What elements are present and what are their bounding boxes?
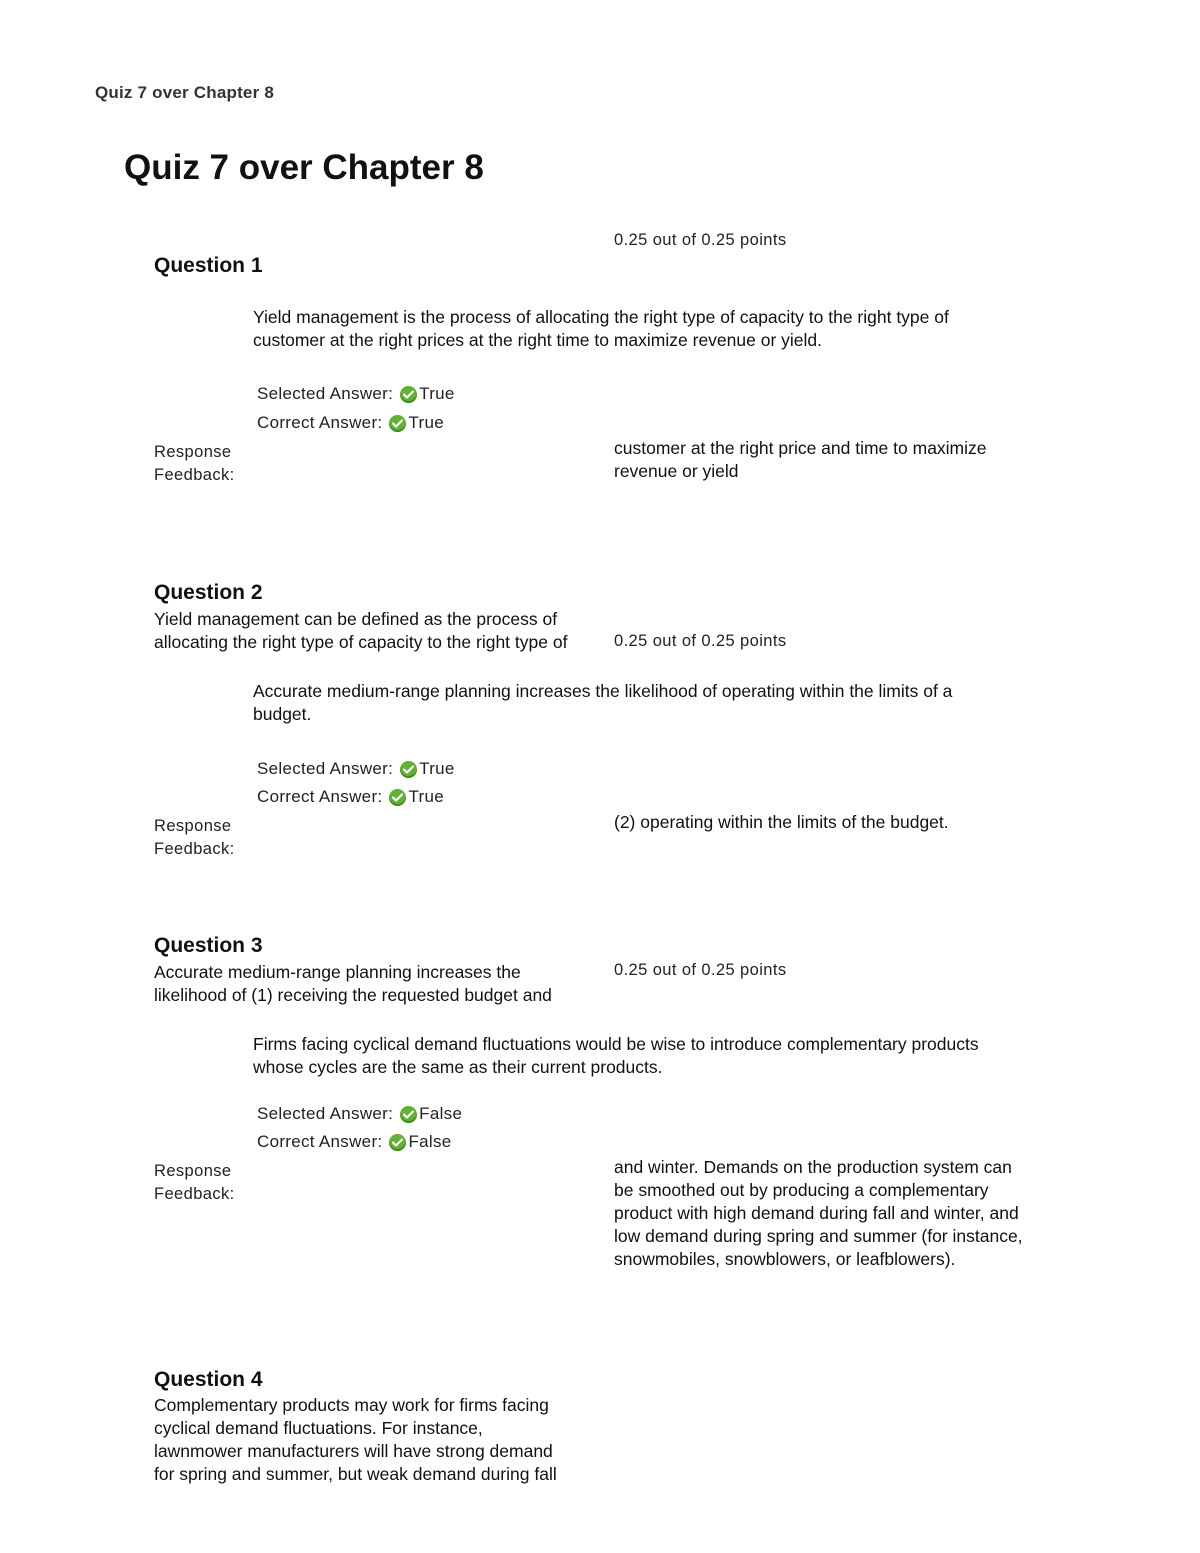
question-1-feedback [614, 437, 987, 483]
question-4-intro [154, 1394, 557, 1486]
question-3-text-line: Firms facing cyclical demand fluctuations would be wise to introduce complementary products [253, 1034, 979, 1054]
question-2-text [253, 680, 952, 726]
question-1-title: Question 1 [154, 254, 263, 277]
question-2-title: Question 2 [154, 581, 263, 604]
feedback-line: be smoothed out by producing a complementary [614, 1180, 989, 1200]
intro-line: allocating the right type of capacity to the right type of [154, 632, 568, 652]
running-header: Quiz 7 over Chapter 8 [95, 83, 274, 102]
selected-answer-value: True [419, 384, 455, 403]
check-icon [400, 761, 417, 778]
feedback-line: snowmobiles, snowblowers, or leafblowers). [614, 1249, 956, 1269]
feedback-line: low demand during spring and summer (for instance, [614, 1226, 1023, 1246]
correct-answer-label: Correct Answer: [257, 1132, 383, 1151]
question-2-intro [154, 608, 567, 654]
check-icon [389, 1134, 406, 1151]
question-1-points: 0.25 out of 0.25 points [614, 231, 787, 249]
question-2-feedback [614, 811, 949, 834]
feedback-line: revenue or yield [614, 461, 739, 481]
question-3-intro [154, 961, 552, 1007]
page-title: Quiz 7 over Chapter 8 [124, 148, 484, 187]
correct-answer-label: Correct Answer: [257, 787, 383, 806]
question-1-correct-answer [257, 413, 444, 433]
question-2-points: 0.25 out of 0.25 points [614, 632, 787, 650]
question-2-response-feedback-label [154, 815, 235, 861]
check-icon [389, 415, 406, 432]
intro-line: cyclical demand fluctuations. For instance, [154, 1418, 483, 1438]
feedback-label: Feedback: [154, 466, 235, 484]
intro-line: Yield management can be defined as the process of [154, 609, 558, 629]
feedback-line: (2) operating within the limits of the budget. [614, 812, 949, 832]
correct-answer-label: Correct Answer: [257, 413, 383, 432]
intro-line: likelihood of (1) receiving the requested budget and [154, 985, 552, 1005]
response-label: Response [154, 817, 232, 835]
question-3-points: 0.25 out of 0.25 points [614, 961, 787, 979]
question-3-selected-answer [257, 1104, 462, 1124]
question-3-response-feedback-label [154, 1160, 235, 1206]
selected-answer-value: False [419, 1104, 463, 1123]
response-label: Response [154, 443, 232, 461]
correct-answer-value: True [408, 787, 444, 806]
feedback-line: customer at the right price and time to maximize [614, 438, 987, 458]
check-icon [400, 386, 417, 403]
check-icon [400, 1106, 417, 1123]
selected-answer-value: True [419, 759, 455, 778]
question-1-text [253, 306, 949, 352]
response-label: Response [154, 1162, 232, 1180]
question-3-title: Question 3 [154, 934, 263, 957]
question-4-title: Question 4 [154, 1368, 263, 1391]
question-3-correct-answer [257, 1132, 452, 1152]
feedback-label: Feedback: [154, 840, 235, 858]
selected-answer-label: Selected Answer: [257, 1104, 394, 1123]
question-1-selected-answer [257, 384, 455, 404]
question-2-selected-answer [257, 759, 455, 779]
question-3-text [253, 1033, 979, 1079]
check-icon [389, 789, 406, 806]
question-3-feedback [614, 1156, 1023, 1271]
correct-answer-value: True [408, 413, 444, 432]
intro-line: Complementary products may work for firms facing [154, 1395, 549, 1415]
question-1-text-line: Yield management is the process of allocating the right type of capacity to the right type of [253, 307, 949, 327]
question-3-text-line: whose cycles are the same as their current products. [253, 1057, 663, 1077]
intro-line: Accurate medium-range planning increases the [154, 962, 521, 982]
question-2-text-line: Accurate medium-range planning increases the likelihood of operating within the limits of a [253, 681, 953, 701]
feedback-line: product with high demand during fall and winter, and [614, 1203, 1019, 1223]
intro-line: lawnmower manufacturers will have strong demand [154, 1441, 553, 1461]
intro-line: for spring and summer, but weak demand during fall [154, 1464, 557, 1484]
question-1-text-line: customer at the right prices at the right time to maximize revenue or yield. [253, 330, 822, 350]
feedback-line: and winter. Demands on the production system can [614, 1157, 1012, 1177]
question-2-correct-answer [257, 787, 444, 807]
question-2-text-line: budget. [253, 704, 312, 724]
correct-answer-value: False [408, 1132, 452, 1151]
feedback-label: Feedback: [154, 1185, 235, 1203]
selected-answer-label: Selected Answer: [257, 759, 394, 778]
selected-answer-label: Selected Answer: [257, 384, 394, 403]
question-1-response-feedback-label [154, 441, 235, 487]
